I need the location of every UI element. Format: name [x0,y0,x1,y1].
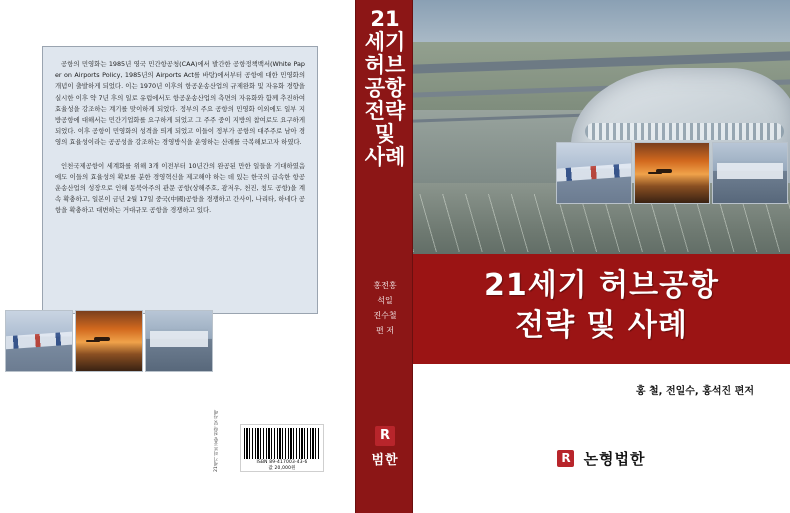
spine-publisher-logo [356,424,414,468]
front-cover-photo-strip [556,142,790,204]
publisher-mark-icon: R [375,426,395,446]
spine-publisher-name: 범한 [371,453,399,468]
isbn-text: ISBN 89-417003-43-6 [256,460,308,465]
front-title-line-1: 21세기 허브공항 [483,268,720,303]
aerial-airport-photo [413,0,790,262]
front-airport-sunset-photo [634,142,710,204]
barcode-bars [244,428,320,459]
front-cover-authors: 홍 철, 전일수, 홍석진 편저 [635,386,754,397]
front-publisher-mark-icon: R [557,450,574,467]
back-cover-photo-strip [5,310,215,372]
spine-author-line-2: 석일 [377,296,393,305]
isbn-barcode [240,424,324,472]
spine-author-line-3: 진수철 [373,311,397,320]
back-cover-vertical-title: 21세기 허브공항 전략 및 사례 [214,409,219,472]
spine-author-line-4: 편 저 [376,326,394,335]
spine-title: 21세기허브공항 전략 및 사례 [364,7,406,169]
front-cover-publisher [413,448,790,469]
blurb-paragraph-1: 공항의 민영화는 1985년 영국 민간항공청(CAA)에서 발간한 공항정책백서(White Paper on Airports Policy, 1985년의 Airports Act를 바탕)에서부터 공항에 대한 민영화의 개념이 출발하게 되었다. 이는 1970년 이후의 항공운송산업의 규제완화 및 자유화 경향을 실시한 이후 약 7년 후의 일로 유럽에서도 항공운송산업의 측면의 자유화와 함께 추진하여 효율성을 강조하는 계기를 맞이하게 되었다. 정부의 주요 공항의 민영화 이외에도 일부 지방공항에 대해서는 민간기업화를 요구하게 되었고 그 주주 중이 지방의 참여로도 요구하게 되었다. 이후 공항이 민영화의 성격을 띄게 되었고 이들이 정부가 공항의 대주주로 남아 경영의 효율성이라는 공공성을 강조하는 경영방식을 운영하는 산례를 극복해보고자 하였다. [55,60,305,147]
spine-author-line-1: 홍전홍 [373,281,397,290]
airport-terminal-photo [145,310,213,372]
front-title-line-2: 전략 및 사례 [515,308,688,343]
front-airport-terminal-photo [712,142,788,204]
back-cover [0,0,355,513]
airline-jets-photo [5,310,73,372]
front-airline-jets-photo [556,142,632,204]
front-publisher-name: 논형법한 [583,450,646,468]
airport-sunset-photo [75,310,143,372]
photo-sky [413,0,790,42]
isbn-price: 값 20,000원 [268,466,296,471]
spine-authors [356,278,414,338]
book-spine [355,0,413,513]
back-cover-blurb [42,46,318,314]
front-cover [413,0,790,513]
blurb-paragraph-2: 인천국제공항이 세계화를 위해 3개 이전부터 10년간의 완공된 만한 일들을 기대하였음에도 이들의 효율성의 확보를 분한 경영혁신을 제고해야 하는 데 있는 한국의 급속한 항공운송산업의 성장으로 인해 동북아주의 관문 공항(상해주호, 광저우, 천진, 칭도 공항)을 계속 확충하고, 일본이 금년 2월 17일 중국(中國)공항을 경쟁하고 간사이, 나리타, 하네다 공항을 확충하고 대변하는 거대규모 공항을 경쟁하고 있다. [55,161,305,215]
front-cover-title [413,266,790,346]
